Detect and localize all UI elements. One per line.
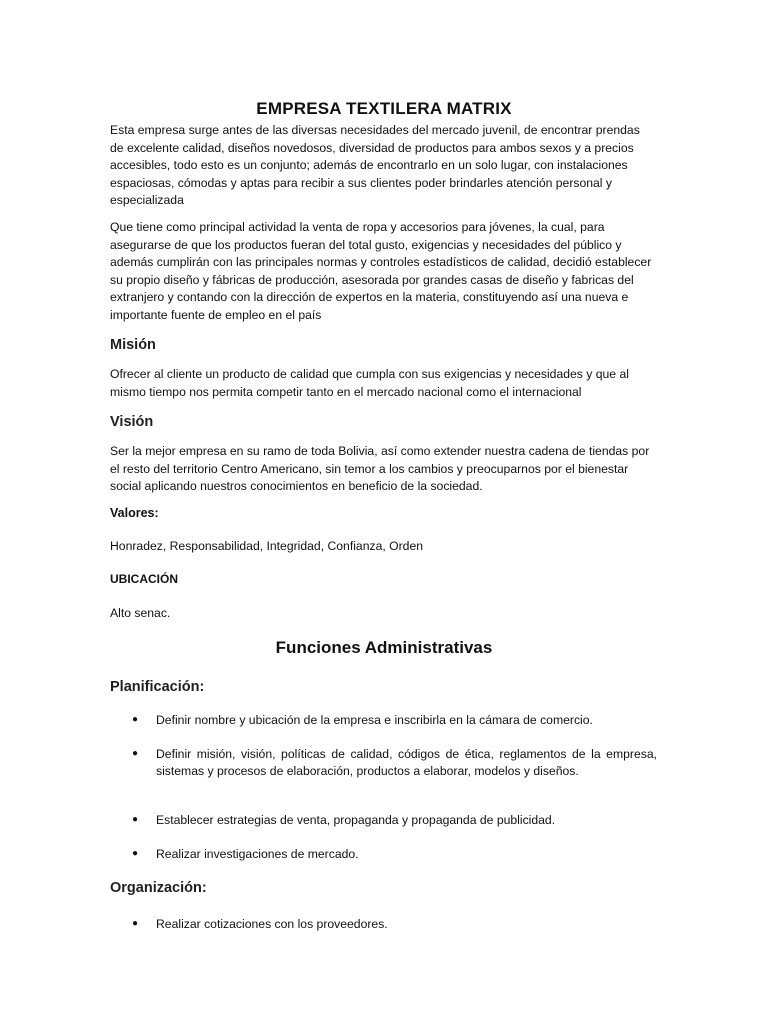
list-item-text: Establecer estrategias de venta, propaganda y propaganda de publicidad. xyxy=(156,813,556,827)
planificacion-heading: Planificación: xyxy=(110,679,205,695)
bullet-icon: ● xyxy=(132,714,139,725)
bullet-icon: ● xyxy=(132,814,139,825)
bullet-icon: ● xyxy=(132,848,139,859)
funciones-title: Funciones Administrativas xyxy=(275,638,493,657)
document-title: EMPRESA TEXTILERA MATRIX xyxy=(256,99,512,119)
valores-text: Honradez, Responsabilidad, Integridad, Confianza, Orden xyxy=(110,539,424,553)
vision-heading: Visión xyxy=(110,414,154,430)
list-item-text: Definir misión, visión, políticas de calidad, códigos de ética, reglamentos de la empresa, sistemas y procesos de elaboración, productos a elaborar, modelos y diseños. xyxy=(156,747,657,778)
valores-label: Valores: xyxy=(110,506,159,520)
organizacion-heading: Organización: xyxy=(110,880,207,896)
list-item-text: Realizar investigaciones de mercado. xyxy=(156,847,359,861)
intro-paragraph-2: Que tiene como principal actividad la venta de ropa y accesorios para jóvenes, la cual, para asegurarse de que los productos fueran del total gusto, exigencias y necesidades del público y además cumplirán con las principales normas y controles estadísticos de calidad, decidió establecer su propio diseño y fábricas de producción, asesorada por grandes casas de diseño y fabricas del extranjero y contando con la dirección de expertos en la materia, constituyendo así una nueva e importante fuente de empleo en el país xyxy=(110,220,652,322)
bullet-icon: ● xyxy=(132,748,139,759)
vision-text: Ser la mejor empresa en su ramo de toda Bolivia, así como extender nuestra cadena de tiendas por el resto del territorio Centro Americano, sin temor a los cambios y preocuparnos por el bienestar social aplicando nuestros conocimientos en beneficio de la sociedad. xyxy=(110,444,650,494)
bullet-icon: ● xyxy=(132,918,139,929)
ubicacion-text: Alto senac. xyxy=(110,606,171,620)
list-item-text: Realizar cotizaciones con los proveedores. xyxy=(156,917,388,931)
mision-heading: Misión xyxy=(110,337,156,353)
ubicacion-label: UBICACIÓN xyxy=(110,572,178,586)
mision-text: Ofrecer al cliente un producto de calidad que cumpla con sus exigencias y necesidades y que al mismo tiempo nos permita competir tanto en el mercado nacional como el internacional xyxy=(110,367,629,399)
intro-paragraph-1: Esta empresa surge antes de las diversas necesidades del mercado juvenil, de encontrar prendas de excelente calidad, diseños novedosos, diversidad de productos para ambos sexos y a precios accesibles, todo esto es un conjunto; además de encontrarlo en un solo lugar, con instalaciones espaciosas, cómodas y aptas para recibir a sus clientes poder brindarles atención personal y especializada xyxy=(110,123,640,208)
list-item-text: Definir nombre y ubicación de la empresa e inscribirla en la cámara de comercio. xyxy=(156,713,593,727)
